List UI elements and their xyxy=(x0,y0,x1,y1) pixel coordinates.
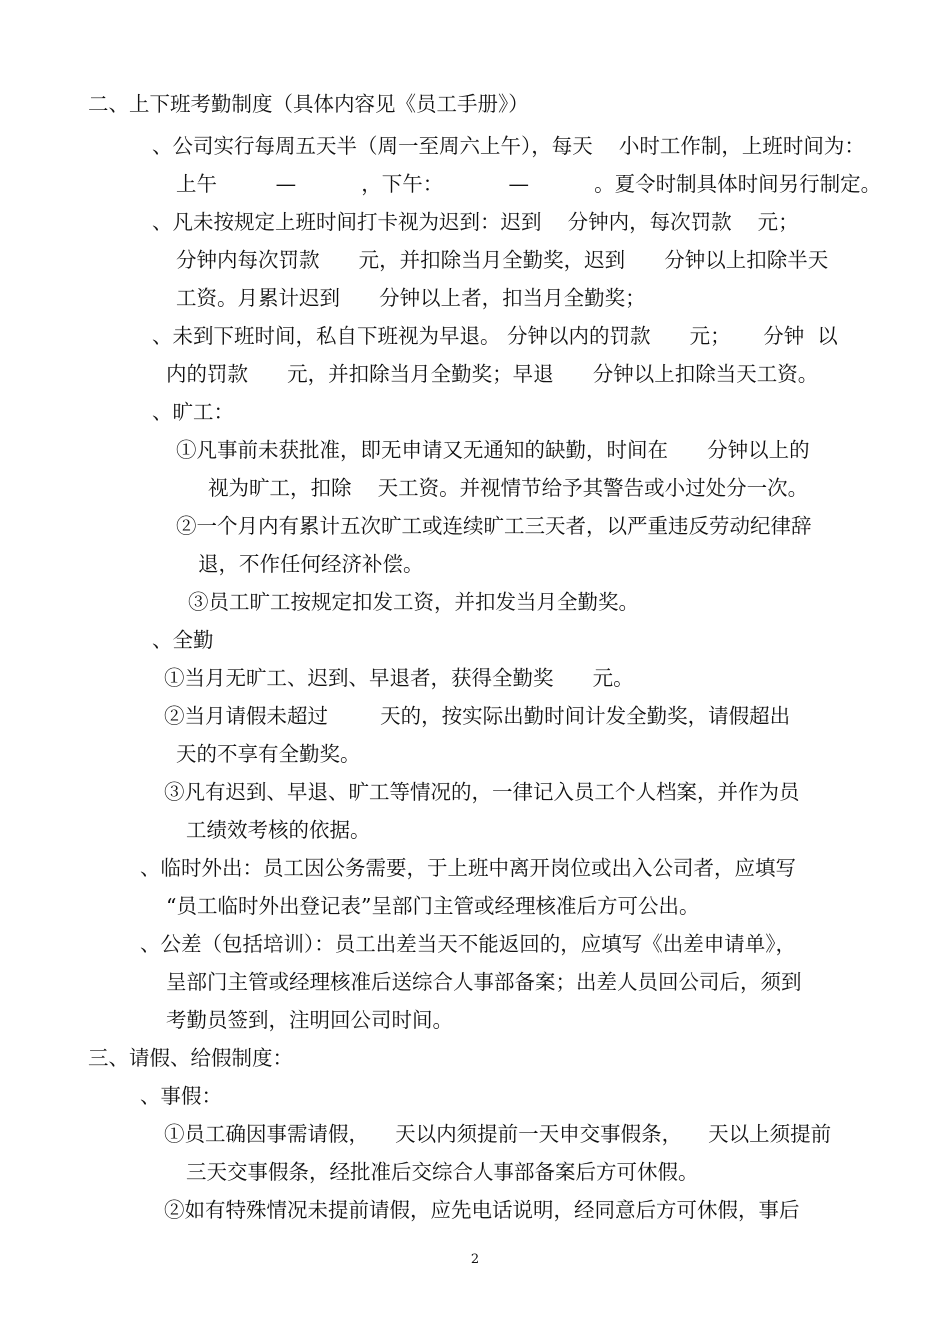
doc-line: ③员工旷工按规定扣发工资，并扣发当月全勤奖。 xyxy=(188,590,639,614)
doc-line: 、事假： xyxy=(140,1084,222,1108)
doc-line: ②当月请假未超过 天的，按实际出勤时间计发全勤奖，请假超出 xyxy=(164,704,791,728)
doc-line: ①员工确因事需请假， 天以内须提前一天申交事假条， 天以上须提前 xyxy=(164,1122,832,1146)
doc-line: ①凡事前未获批准，即无申请又无通知的缺勤，时间在 分钟以上的 xyxy=(176,438,810,462)
section-heading-attendance: 二、上下班考勤制度（具体内容见《员工手册》） xyxy=(88,92,529,116)
doc-line: ②如有特殊情况未提前请假，应先电话说明，经同意后方可休假，事后 xyxy=(164,1198,800,1222)
doc-line: 工资。月累计迟到 分钟以上者，扣当月全勤奖； xyxy=(176,286,646,310)
doc-line: 呈部门主管或经理核准后送综合人事部备案；出差人员回公司后，须到 xyxy=(166,970,802,994)
doc-line: ①当月无旷工、迟到、早退者，获得全勤奖 元。 xyxy=(164,666,634,690)
page-number: 2 xyxy=(470,1252,480,1267)
doc-line: 工绩效考核的依据。 xyxy=(186,818,371,842)
doc-line: 上午 — ，下午： — 。夏令时制具体时间另行制定。 xyxy=(176,172,882,196)
doc-line: 、公差（包括培训）：员工出差当天不能返回的，应填写《出差申请单》， xyxy=(140,932,796,956)
doc-line: 、凡未按规定上班时间打卡视为迟到：迟到 分钟内，每次罚款 元； xyxy=(152,210,799,234)
doc-line: 考勤员签到，注明回公司时间。 xyxy=(166,1008,453,1032)
doc-line: 视为旷工，扣除 天工资。并视情节给予其警告或小过处分一次。 xyxy=(208,476,809,500)
doc-line: 三天交事假条，经批准后交综合人事部备案后方可休假。 xyxy=(186,1160,699,1184)
doc-line: 、旷工： xyxy=(152,400,234,424)
doc-line: 、未到下班时间，私自下班视为早退。 分钟以内的罚款 元； 分钟 以 xyxy=(152,324,838,348)
doc-line: ②一个月内有累计五次旷工或连续旷工三天者，以严重违反劳动纪律辞 xyxy=(176,514,812,538)
doc-line: 内的罚款 元，并扣除当月全勤奖；早退 分钟以上扣除当天工资。 xyxy=(166,362,819,386)
doc-line: ③凡有迟到、早退、旷工等情况的，一律记入员工个人档案，并作为员 xyxy=(164,780,800,804)
doc-line: “员工临时外出登记表”呈部门主管或经理核准后方可公出。 xyxy=(166,894,700,918)
doc-line: 、临时外出：员工因公务需要，于上班中离开岗位或出入公司者，应填写 xyxy=(140,856,796,880)
doc-line: 、全勤 xyxy=(152,628,214,652)
doc-line: 退，不作任何经济补偿。 xyxy=(198,552,424,576)
doc-line: 天的不享有全勤奖。 xyxy=(176,742,361,766)
doc-line: 、公司实行每周五天半（周一至周六上午），每天 小时工作制，上班时间为： xyxy=(152,134,865,158)
doc-line: 分钟内每次罚款 元，并扣除当月全勤奖，迟到 分钟以上扣除半天 xyxy=(176,248,829,272)
section-heading-leave: 三、请假、给假制度： xyxy=(88,1046,293,1070)
